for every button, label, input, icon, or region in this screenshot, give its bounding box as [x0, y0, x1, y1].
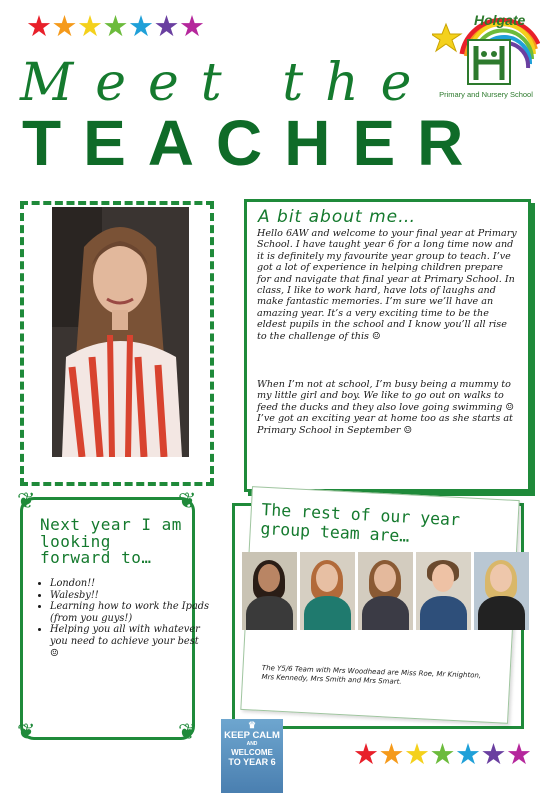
- about-heading: A bit about me…: [258, 207, 417, 227]
- star-icon: ★: [378, 737, 405, 771]
- team-photos: [242, 552, 534, 632]
- keep-calm-line-3: WELCOME: [231, 747, 273, 757]
- list-item: • London!!: [50, 578, 210, 590]
- team-heading: The rest of our year group team are…: [260, 500, 461, 546]
- flourish-corner-icon: ❦: [17, 489, 36, 514]
- logo-name: Holgate: [474, 12, 526, 28]
- star-icon: ★: [153, 9, 180, 43]
- flourish-corner-icon: ❦: [17, 720, 36, 745]
- about-paragraph-1: Hello 6AW and welcome to your final year at Primary School. I have taught year 6 for a long time now and it is definitely my favourite year group to teach. I’ve got a lot of experience in helping children prepare for and navigate that final year at Primary School. In class, I like to work hard, have lots of laughs and make fantastic memories. I’m sure we’ll have an amazing year. It’s a very exciting time to be the eldest pupils in the school and I know you’ll all rise to the challenge of this ☺: [257, 228, 517, 342]
- star-icon: ★: [179, 9, 205, 43]
- team-photo-5: [474, 552, 529, 630]
- teacher-portrait-icon: [52, 207, 189, 457]
- team-photo-2: [300, 552, 355, 630]
- keep-calm-line-2: AND: [246, 740, 258, 747]
- school-logo: [432, 4, 540, 104]
- team-photo-4: [416, 552, 471, 630]
- keep-calm-line-4: TO YEAR 6: [228, 756, 276, 767]
- team-photo-3: [358, 552, 413, 630]
- next-year-heading: Next year I am looking forward to…: [40, 515, 182, 567]
- star-icon: ★: [128, 9, 154, 43]
- star-icon: ★: [404, 737, 430, 771]
- keep-calm-line-1: KEEP CALM: [224, 730, 280, 741]
- star-icon: ★: [480, 737, 507, 771]
- next-year-list: [28, 578, 210, 659]
- list-item: • Helping you all with whatever you need to achieve your best ☺: [50, 624, 210, 659]
- crown-icon: ♛: [247, 720, 257, 730]
- star-icon: ★: [429, 737, 456, 771]
- flourish-corner-icon: ❦: [178, 720, 197, 745]
- star-icon: ★: [506, 737, 532, 771]
- title-meet-the: Meet the: [20, 53, 434, 113]
- star-icon: ★: [353, 737, 379, 771]
- list-item: • Walesby!!: [50, 590, 210, 602]
- star-icon: ★: [77, 9, 103, 43]
- title-teacher: TEACHER: [22, 107, 486, 179]
- star-icon: ★: [51, 9, 78, 43]
- keep-calm-poster: [221, 719, 283, 793]
- teacher-photo: [52, 207, 189, 457]
- star-row-top: [26, 9, 205, 43]
- star-icon: ★: [26, 9, 52, 43]
- star-icon: ★: [455, 737, 481, 771]
- team-photo-1: [242, 552, 297, 630]
- logo-caption: Primary and Nursery School: [439, 90, 533, 99]
- about-paragraph-2: When I’m not at school, I’m busy being a mummy to my little girl and boy. We like to go out on walks to feed the ducks and they also love going swimming ☺ I’ve got an exciting year at home too as she starts at Primary School in September ☺: [257, 379, 514, 436]
- star-icon: ★: [102, 9, 129, 43]
- team-caption: The Y5/6 Team with Mrs Woodhead are Miss Roe, Mr Knighton, Mrs Kennedy, Mrs Smith and Mrs Smart.: [261, 664, 482, 686]
- flourish-corner-icon: ❦: [178, 489, 197, 514]
- star-row-bottom: [353, 737, 532, 771]
- list-item: • Learning how to work the Ipads (from you guys!): [50, 601, 210, 624]
